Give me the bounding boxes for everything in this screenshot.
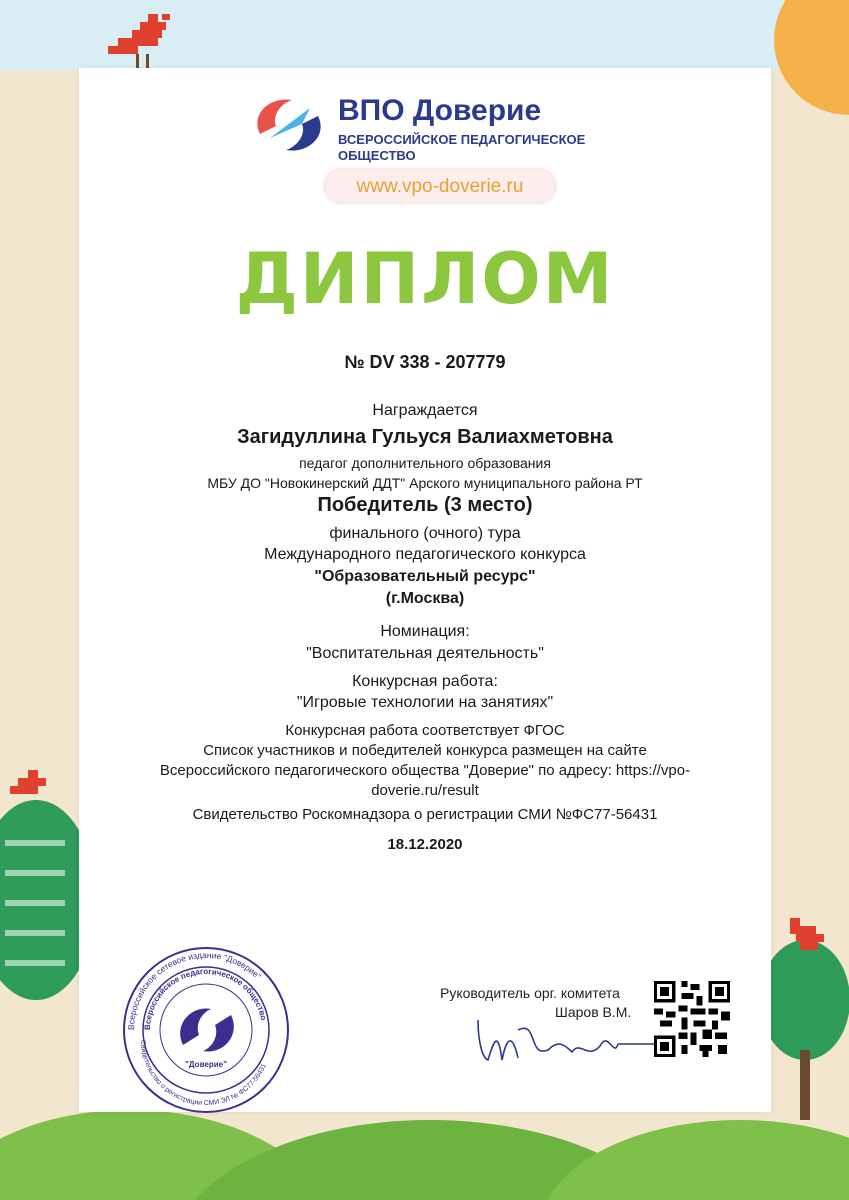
diploma-date: 18.12.2020 [387,836,463,853]
signature-title: Руководитель орг. комитета [440,985,620,1001]
logo-subtitle: ВСЕРОССИЙСКОЕ ПЕДАГОГИЧЕСКОЕ ОБЩЕСТВО [338,132,586,163]
website-url-text: www.vpo-doverie.ru [356,176,524,197]
diploma-number: № DV 338 - 207779 [344,352,506,372]
qr-code[interactable] [654,981,730,1057]
list-line-3: doverie.ru/result [371,782,479,799]
brand-emblem-icon [250,94,328,156]
list-line-1: Список участников и победителей конкурса размещен на сайте [203,742,647,759]
website-url[interactable] [325,170,555,202]
fgos-line: Конкурсная работа соответствует ФГОС [285,722,565,739]
registration-line: Свидетельство Роскомнадзора о регистрации СМИ №ФС77-56431 [192,806,658,823]
contest-city: (г.Москва) [385,590,465,607]
organization-stamp [121,945,291,1115]
contest-round: финального (очного) тура [329,525,521,542]
contest-type: Международного педагогического конкурса [264,546,586,563]
stamp-inner-text: Всероссийское педагогическое общество [142,966,269,1031]
recipient-organization: МБУ ДО "Новокинерский ДДТ" Арского муниципального района РТ [207,475,643,491]
result-place: Победитель (3 место) [317,494,533,516]
recipient-name: Загидуллина Гульуся Валиахметовна [237,426,613,448]
work-value: "Игровые технологии на занятиях" [296,694,554,711]
svg-text:Всероссийское педагогическое о [143,967,268,1030]
signature-name: Шаров В.М. [555,1004,632,1020]
brand-logo [250,92,610,162]
logo-title: ВПО Доверие [338,94,542,127]
diploma-title: ДИПЛОМ [235,238,615,320]
recipient-position: педагог дополнительного образования [299,455,551,471]
list-line-2: Всероссийского педагогического общества "Доверие" по адресу: https://vpo- [159,762,691,779]
handwritten-signature [468,1000,668,1070]
work-label: Конкурсная работа: [352,673,498,690]
stamp-outer-text: Всероссийское сетевое издание "Доверие" [125,949,264,1031]
stamp-center-label: "Доверие" [185,1060,227,1069]
awarded-label: Награждается [372,402,478,419]
contest-name: "Образовательный ресурс" [314,568,536,585]
stamp-bottom-text: Свидетельство о регистрации СМИ ЭЛ № ФС77-56431 [138,1039,268,1108]
nomination-value: "Воспитательная деятельность" [306,645,544,662]
nomination-label: Номинация: [380,623,470,640]
